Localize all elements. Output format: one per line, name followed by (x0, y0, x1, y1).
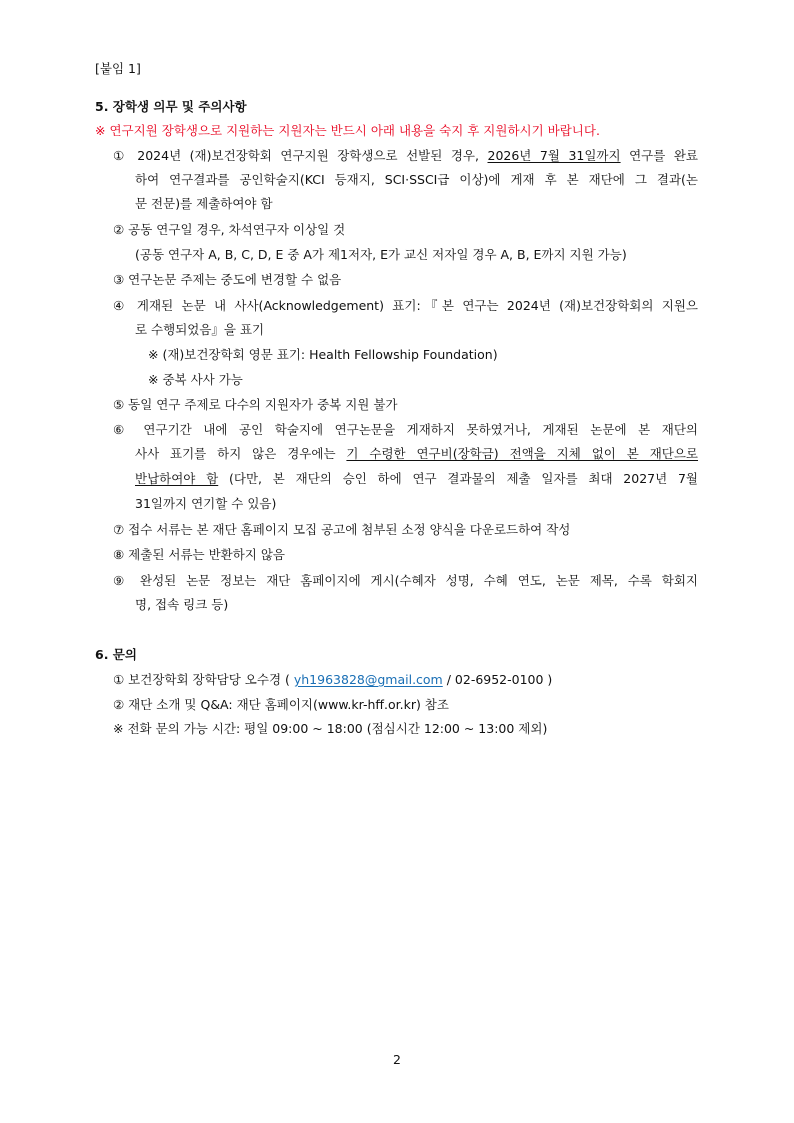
item-7-line-1: ⑦ 접수 서류는 본 재단 홈페이지 모집 공고에 첨부된 소정 양식을 다운로드하여 작성 (113, 522, 571, 537)
contact-phone: / 02-6952-0100 ) (442, 672, 553, 687)
item-1-line-2: 하여 연구결과를 공인학술지(KCI 등재지, SCI·SSCI급 이상)에 게재 후 본 재단에 그 결과(논 (135, 172, 698, 187)
item-1-line-1 (113, 147, 698, 165)
item-1-text-end: 연구를 완료 (620, 148, 699, 163)
item-9-line-2: 명, 접속 링크 등) (135, 597, 229, 612)
page-number: 2 (393, 1052, 401, 1067)
item-6-line-3 (135, 470, 698, 488)
contact-text: ① 보건장학회 장학담당 오수경 ( (113, 672, 294, 687)
item-6-line-4: 31일까지 연기할 수 있음) (135, 496, 277, 511)
contact-line (113, 671, 552, 689)
item-6-line-1: ⑥ 연구기간 내에 공인 학술지에 연구논문을 게재하지 못하였거나, 게재된 논문에 본 재단의 (113, 422, 698, 437)
section-5-heading: 5. 장학생 의무 및 주의사항 (95, 99, 247, 114)
item-6-refund-clause-end: 반납하여야 함 (135, 471, 219, 486)
item-4-line-2: 로 수행되었음』을 표기 (135, 322, 265, 337)
attachment-label: [붙임 1] (95, 61, 141, 76)
item-6-line-2 (135, 445, 698, 463)
item-4-line-1: ④ 게재된 논문 내 사사(Acknowledgement) 표기:『본 연구는 2024년 (재)보건장학회의 지원으 (113, 298, 698, 313)
item-4-sub-1: ※ (재)보건장학회 영문 표기: Health Fellowship Foundation) (148, 347, 498, 362)
item-2-line-1: ② 공동 연구일 경우, 차석연구자 이상일 것 (113, 222, 346, 237)
item-8-line-1: ⑧ 제출된 서류는 반환하지 않음 (113, 547, 286, 562)
item-3-line-1: ③ 연구논문 주제는 중도에 변경할 수 없음 (113, 272, 342, 287)
item-9-line-1: ⑨ 완성된 논문 정보는 재단 홈페이지에 게시(수혜자 성명, 수혜 연도, 논문 제목, 수록 학회지 (113, 573, 698, 588)
item-6-refund-clause: 기 수령한 연구비(장학금) 전액을 지체 없이 본 재단으로 (346, 446, 699, 461)
item-6-text: 사사 표기를 하지 않은 경우에는 (135, 446, 347, 461)
contact-email-link[interactable]: yh1963828@gmail.com (293, 672, 443, 687)
item-1-line-3: 문 전문)를 제출하여야 함 (135, 196, 273, 211)
item-2-line-2: (공동 연구자 A, B, C, D, E 중 A가 제1저자, E가 교신 저자일 경우 A, B, E까지 지원 가능) (135, 247, 627, 262)
item-4-sub-2: ※ 중복 사사 가능 (148, 372, 243, 387)
item-6-text-end: (다만, 본 재단의 승인 하에 연구 결과물의 제출 일자를 최대 2027년 7월 (218, 471, 698, 486)
section-6-heading: 6. 문의 (95, 647, 137, 662)
item-1-deadline: 2026년 7월 31일까지 (487, 148, 621, 163)
website-line: ② 재단 소개 및 Q&A: 재단 홈페이지(www.kr-hff.or.kr) 참조 (113, 697, 449, 712)
item-1-text: ① 2024년 (재)보건장학회 연구지원 장학생으로 선발된 경우, (113, 148, 488, 163)
hours-line: ※ 전화 문의 가능 시간: 평일 09:00 ~ 18:00 (점심시간 12:00 ~ 13:00 제외) (113, 721, 548, 736)
section-5-notice: ※ 연구지원 장학생으로 지원하는 지원자는 반드시 아래 내용을 숙지 후 지원하시기 바랍니다. (95, 123, 600, 138)
item-5-line-1: ⑤ 동일 연구 주제로 다수의 지원자가 중복 지원 불가 (113, 397, 398, 412)
